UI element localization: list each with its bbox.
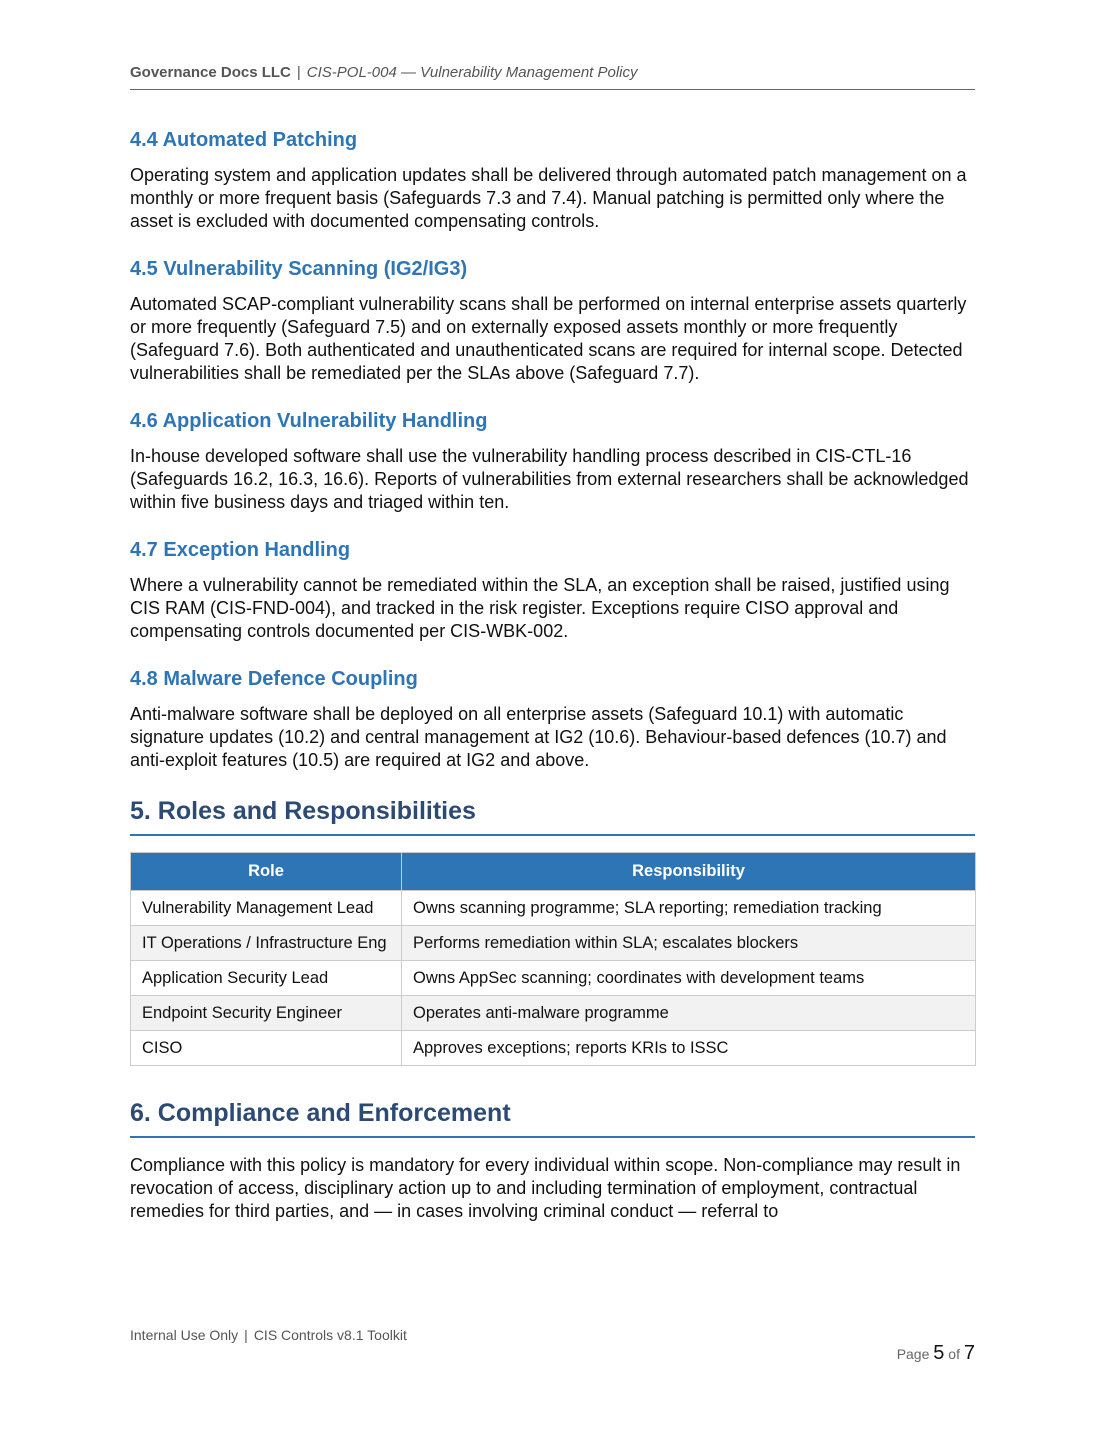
total-pages-number: 7: [963, 1342, 975, 1364]
section-body-4-5: Automated SCAP-compliant vulnerability scans shall be performed on internal enterprise assets quarterly or more frequently (Safeguard 7.5) and on externally exposed assets monthly or more frequently (Safeguard 7.6). Both authenticated and unauthenticated scans are required for internal scope. Detected vulnerabilities shall be remediated per the SLAs above (Safeguard 7.7).: [130, 294, 967, 383]
header-separator: |: [296, 64, 301, 81]
section-body-4-8: Anti-malware software shall be deployed on all enterprise assets (Safeguard 10.1) with automatic signature updates (10.2) and central management at IG2 (10.6). Behaviour-based defences (10.7) and anti-exploit features (10.5) are required at IG2 and above.: [130, 704, 947, 770]
company-name: Governance Docs LLC: [130, 64, 291, 81]
section-heading-4-7: 4.7 Exception Handling: [130, 539, 351, 561]
responsibility-cell: Operates anti-malware programme: [402, 996, 976, 1031]
section-body-4-4: Operating system and application updates shall be delivered through automated patch management on a monthly or more frequent basis (Safeguards 7.3 and 7.4). Manual patching is permitted only where the asset is excluded with documented compensating controls.: [130, 165, 967, 231]
role-cell: CISO: [131, 1031, 402, 1066]
table-row: [131, 926, 976, 961]
page-number-indicator: [897, 1342, 975, 1365]
table-header-row: [131, 853, 976, 891]
section-heading-4-8: 4.8 Malware Defence Coupling: [130, 668, 418, 690]
page-footer: [130, 1327, 407, 1343]
column-header-responsibility: Responsibility: [402, 853, 976, 891]
page-label: Page: [896, 1346, 930, 1362]
section-heading-4-6: 4.6 Application Vulnerability Handling: [130, 410, 488, 432]
page-header: [130, 64, 975, 90]
responsibility-cell: Owns scanning programme; SLA reporting; remediation tracking: [402, 891, 976, 926]
current-page-number: 5: [933, 1342, 945, 1364]
toolkit-label: CIS Controls v8.1 Toolkit: [253, 1327, 407, 1343]
of-label: of: [948, 1346, 960, 1362]
table-row: [131, 891, 976, 926]
table-row: [131, 996, 976, 1031]
section-heading-6: 6. Compliance and Enforcement: [130, 1098, 975, 1138]
role-cell: Endpoint Security Engineer: [131, 996, 402, 1031]
section-body-4-7: Where a vulnerability cannot be remediated within the SLA, an exception shall be raised, justified using CIS RAM (CIS-FND-004), and tracked in the risk register. Exceptions require CISO approval and compensating controls documented per CIS-WBK-002.: [130, 575, 950, 641]
footer-separator: |: [244, 1327, 248, 1343]
section-heading-5: 5. Roles and Responsibilities: [130, 796, 975, 836]
column-header-role: Role: [131, 853, 402, 891]
responsibility-cell: Owns AppSec scanning; coordinates with development teams: [402, 961, 976, 996]
role-cell: IT Operations / Infrastructure Eng: [131, 926, 402, 961]
classification-label: Internal Use Only: [130, 1327, 239, 1343]
role-cell: Vulnerability Management Lead: [131, 891, 402, 926]
section-heading-4-4: 4.4 Automated Patching: [130, 129, 358, 151]
section-body-6: Compliance with this policy is mandatory for every individual within scope. Non-compliance may result in revocation of access, disciplinary action up to and including termination of employment, contractual remedies for third parties, and — in cases involving criminal conduct — referral to: [130, 1155, 961, 1221]
responsibility-cell: Approves exceptions; reports KRIs to ISSC: [402, 1031, 976, 1066]
role-cell: Application Security Lead: [131, 961, 402, 996]
document-body: [130, 128, 975, 1247]
section-heading-4-5: 4.5 Vulnerability Scanning (IG2/IG3): [130, 258, 468, 280]
document-title: CIS-POL-004 — Vulnerability Management Policy: [306, 64, 638, 81]
responsibility-cell: Performs remediation within SLA; escalates blockers: [402, 926, 976, 961]
table-row: [131, 961, 976, 996]
table-row: [131, 1031, 976, 1066]
roles-table: [130, 852, 976, 1066]
section-body-4-6: In-house developed software shall use the vulnerability handling process described in CIS-CTL-16 (Safeguards 16.2, 16.3, 16.6). Reports of vulnerabilities from external researchers shall be acknowledged within five business days and triaged within ten.: [130, 446, 969, 512]
